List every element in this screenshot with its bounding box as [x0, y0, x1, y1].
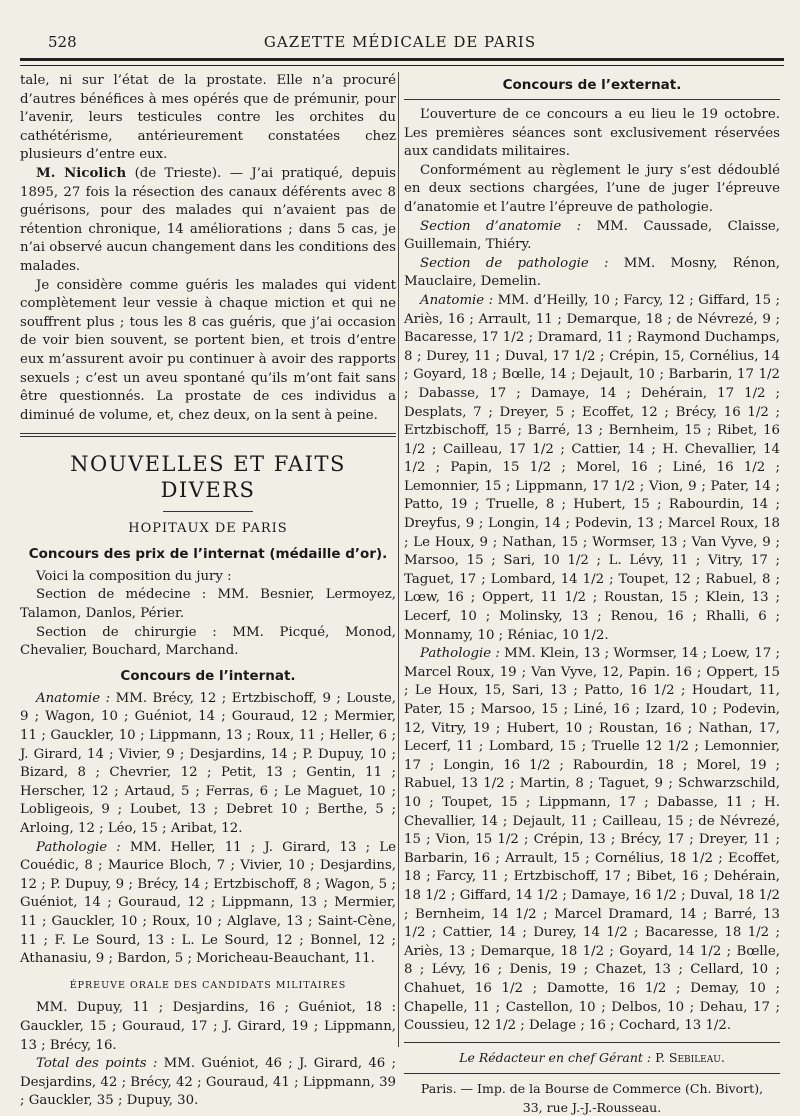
right-column: [404, 72, 780, 1116]
nicolich-name: M. Nicolich: [36, 165, 127, 181]
imprint-line-2: 33, rue J.-J.-Rousseau.: [522, 1100, 662, 1116]
section-pathologie-jury: [404, 255, 780, 292]
redacteur-line: [404, 1049, 780, 1068]
externat-intro: L’ouverture de ce concours a eu lieu le 19 octobre. Les premières séances sont exclusivement réservées aux candidats militaires.: [404, 107, 780, 160]
jury-intro: Voici la composition du jury :: [36, 568, 232, 584]
conclusion-paragraph: Je considère comme guéris les malades qui vident complètement leur vessie à chaque miction et qui ne souffrent plus ; tous les 8 cas guéris, que j’ai occasion de voir bien souvent, se portent bien, et trois d’entre eux m’assurent avoir pu continuer à avoir des rapports sexuels ; c’est un aveu spontané qu’ils m’ont fait sans être questionnés. La prostate de ces individus a diminué de volume, et, chez deux, on la sent à peine.: [20, 277, 396, 423]
epreuve-orale-heading: ÉPREUVE ORALE DES CANDIDATS MILITAIRES: [69, 979, 347, 991]
journal-title: GAZETTE MÉDICALE DE PARIS: [263, 33, 537, 51]
anatomie-label: Anatomie :: [36, 690, 111, 706]
section-pathologie-label: Section de pathologie :: [420, 255, 609, 271]
externat-heading: Concours de l’externat.: [502, 77, 682, 93]
externat-pathologie-results: MM. Klein, 13 ; Wormser, 14 ; Loew, 17 ; Marcel Roux, 19 ; Van Vyve, 12, Papin. 16 ; Oppert, 15 ; Le Houx, 15, Sari, 13 ; Patto, 16 1/2 ; Houdart, 11, Pater, 15 ; Marsoo, 15 ; Liné, 16 ; Izard, 10 ; Podevin, 12, Vitry, 19 ; Hubert, 10 ; Roustan, 16 ; Nathan, 17, Lecerf, 11 ; Lombard, 15 ; Truelle 12 1/2 ; Lemonnier, 17 ; Longin, 16 1/2 ; Rabourdin, 18 ; Morel, 19 ; Rabuel, 13 1/2 ; Martin, 8 ; Taguet, 9 ; Schwarzschild, 10 ; Toupet, 15 ; Lippmann, 17 ; Dabasse, 11 ; H. Chevallier, 14 ; Dejault, 11 ; Cailleau, 15 ; de Névrezé, 15 ; Vion, 15 1/2 ; Crépin, 13 ; Brécy, 17 ; Dreyer, 11 ; Barbarin, 16 ; Arrault, 15 ; Cornélius, 18 1/2 ; Ecoffet, 18 ; Farcy, 11 ; Ertzbischoff, 17 ; Bibet, 16 ; Dehérain, 18 1/2 ; Giffard, 14 1/2 ; Damaye, 16 1/2 ; Duval, 18 1/2 ; Bernheim, 14 1/2 ; Marcel Dramard, 14 ; Barré, 13 1/2 ; Cattier, 14 ; Durey, 14 1/2 ; Bacaresse, 18 1/2 ; Ariès, 13 ; Demarque, 18 1/2 ; Goyard, 14 1/2 ; Bœlle, 8 ; Lévy, 16 ; Denis, 19 ; Chazet, 13 ; Cellard, 10 ; Chahuet, 16 1/2 ; Damotte, 16 1/2 ; Demay, 10 ; Chapelle, 11 ; Castellon, 10 ; Delbos, 10 ; Dehau, 17 ; Coussieu, 12 1/2 ; Delage ; 16 ; Cochard, 13 1/2.: [404, 646, 780, 1034]
total-results: MM. Guéniot, 46 ; J. Girard, 46 ; Desjardins, 42 ; Brécy, 42 ; Gouraud, 41 ; Lippmann, 39 ; Gauckler, 35 ; Dupuy, 30.: [20, 1056, 396, 1109]
section-divider: [20, 433, 396, 437]
jury-chirurgie: Section de chirurgie : MM. Picqué, Monod, Chevalier, Bouchard, Marchand.: [20, 624, 396, 659]
externat-anatomie: [404, 292, 780, 645]
externat-rule: [404, 99, 780, 100]
pathologie-label: Pathologie :: [36, 839, 121, 855]
hopitaux-subheading: HOPITAUX DE PARIS: [128, 521, 288, 537]
externat-pathologie: [404, 645, 780, 1035]
internat-pathologie: [20, 839, 396, 969]
redacteur-name: P. Sebileau.: [655, 1049, 725, 1065]
header-rule-thin: [20, 65, 784, 66]
prix-internat-heading: Concours des prix de l’internat (médaille d’or).: [28, 545, 388, 562]
redacteur-label: Le Rédacteur en chef Gérant :: [459, 1049, 652, 1065]
section-pathologie-members: MM. Mosny, Rénon, Mauclaire, Demelin.: [404, 255, 781, 290]
left-column: [20, 72, 396, 1111]
heading-rule: [163, 511, 253, 512]
column-divider: [398, 72, 399, 1047]
footer-rule: [404, 1042, 780, 1043]
nicolich-text: (de Trieste). — J’ai pratiqué, depuis 1895, 27 fois la résection des canaux déférents avec 8 guérisons, pour des malades qui n’avaient pas de rétention chronique, 14 améliorations ; dans 5 cas, je n’ai observé aucun changement dans les conditions des malades.: [20, 165, 397, 274]
internat-anatomie: [20, 690, 396, 839]
anatomie-results: MM. Brécy, 12 ; Ertzbischoff, 9 ; Louste, 9 ; Wagon, 10 ; Guéniot, 14 ; Gouraud, 12 ; Mermier, 11 ; Gauckler, 10 ; Lippmann, 13 ; Roux, 11 ; Heller, 6 ; J. Girard, 14 ; Vivier, 9 ; Desjardins, 14 ; P. Dupuy, 10 ; Bizard, 8 ; Chevrier, 12 ; Petit, 13 ; Gentin, 11 ; Herscher, 12 ; Artaud, 5 ; Ferras, 6 ; Le Maguet, 10 ; Lobligeois, 9 ; Loubet, 13 ; Debret 10 ; Berthe, 5 ; Arloing, 12 ; Léo, 15 ; Aribat, 12.: [20, 690, 396, 836]
pathologie-results: MM. Heller, 11 ; J. Girard, 13 ; Le Couédic, 8 ; Maurice Bloch, 7 ; Vivier, 10 ; Desjardins, 12 ; P. Dupuy, 9 ; Brécy, 14 ; Ertzbischoff, 8 ; Wagon, 5 ; Guéniot, 14 ; Gouraud, 12 ; Lippmann, 13 ; Mermier, 11 ; Gauckler, 10 ; Roux, 10 ; Alglave, 13 ; Saint-Cène, 11 ; F. Le Sourd, 13 : L. Le Sourd, 12 ; Bonnel, 12 ; Athanasiu, 9 ; Bardon, 5 ; Moricheau-Beauchant, 11.: [20, 839, 397, 967]
continued-paragraph: tale, ni sur l’état de la prostate. Elle n’a procuré d’autres bénéfices à mes opérés que de prémunir, pour l’avenir, leurs testicules contre les orchites du cathétérisme, antérieurement constatées chez plusieurs d’entre eux.: [20, 73, 396, 163]
imprint-rule: [404, 1073, 780, 1074]
externat-anatomie-label: Anatomie :: [420, 292, 494, 308]
total-label: Total des points :: [36, 1056, 158, 1072]
internat-heading: Concours de l’internat.: [120, 667, 296, 684]
header-rule-thick: [20, 58, 784, 61]
jury-medecine: Section de médecine : MM. Besnier, Lermoyez, Talamon, Danlos, Périer.: [20, 587, 396, 622]
page-header: [0, 0, 800, 62]
section-anatomie-jury: [404, 218, 780, 255]
page-number: 528: [48, 33, 77, 51]
externat-reglement: Conformément au règlement le jury s’est dédoublé en deux sections chargées, l’une de juger l’épreuve d’anatomie et l’autre l’épreuve de pathologie.: [404, 162, 780, 215]
externat-pathologie-label: Pathologie :: [420, 646, 500, 662]
epreuve-orale-results: MM. Dupuy, 11 ; Desjardins, 16 ; Guéniot, 18 : Gauckler, 15 ; Gouraud, 17 ; J. Girard, 19 ; Lippmann, 13 ; Brécy, 16.: [20, 1000, 396, 1053]
nicolich-paragraph: [20, 165, 396, 277]
imprint-line-1: Paris. — Imp. de la Bourse de Commerce (Ch. Bivort),: [420, 1081, 764, 1097]
nouvelles-heading: NOUVELLES ET FAITS DIVERS: [70, 452, 346, 503]
externat-anatomie-results: MM. d’Heilly, 10 ; Farcy, 12 ; Giffard, 15 ; Ariès, 16 ; Arrault, 11 ; Demarque, 18 ; de Névrezé, 9 ; Bacaresse, 17 1/2 ; Dramard, 11 ; Raymond Duchamps, 8 ; Durey, 11 ; Duval, 17 1/2 ; Crépin, 15, Cornélius, 14 ; Goyard, 18 ; Bœlle, 14 ; Dejault, 10 ; Barbarin, 17 1/2 ; Dabasse, 17 ; Damaye, 14 ; Dehérain, 17 1/2 ; Desplats, 7 ; Dreyer, 5 ; Ecoffet, 12 ; Brécy, 16 1/2 ; Ertzbischoff, 15 ; Barré, 13 ; Bernheim, 15 ; Ribet, 16 1/2 ; Cailleau, 17 1/2 ; Cattier, 14 ; H. Chevallier, 14 1/2 ; Papin, 15 1/2 ; Morel, 16 ; Liné, 16 1/2 ; Lemonnier, 15 ; Lippmann, 17 1/2 ; Vion, 9 ; Pater, 14 ; Patto, 19 ; Truelle, 8 ; Hubert, 15 ; Rabourdin, 14 ; Dreyfus, 9 ; Longin, 14 ; Podevin, 13 ; Marcel Roux, 18 ; Le Houx, 9 ; Nathan, 15 ; Wormser, 13 ; Van Vyve, 9 ; Marsoo, 15 ; Sari, 10 1/2 ; L. Lévy, 11 ; Vitry, 17 ; Taguet, 17 ; Lombard, 14 1/2 ; Toupet, 12 ; Rabuel, 8 ; Lœw, 16 ; Oppert, 11 1/2 ; Roustan, 15 ; Klein, 13 ; Lecerf, 10 ; Molinsky, 13 ; Renou, 16 ; Rhalli, 6 ; Monnamy, 10 ; Réniac, 10 1/2.: [404, 292, 780, 643]
section-anatomie-label: Section d’anatomie :: [420, 218, 582, 234]
total-points: [20, 1055, 396, 1111]
section-anatomie-members: MM. Caussade, Claisse, Guillemain, Thiéry.: [404, 218, 780, 253]
